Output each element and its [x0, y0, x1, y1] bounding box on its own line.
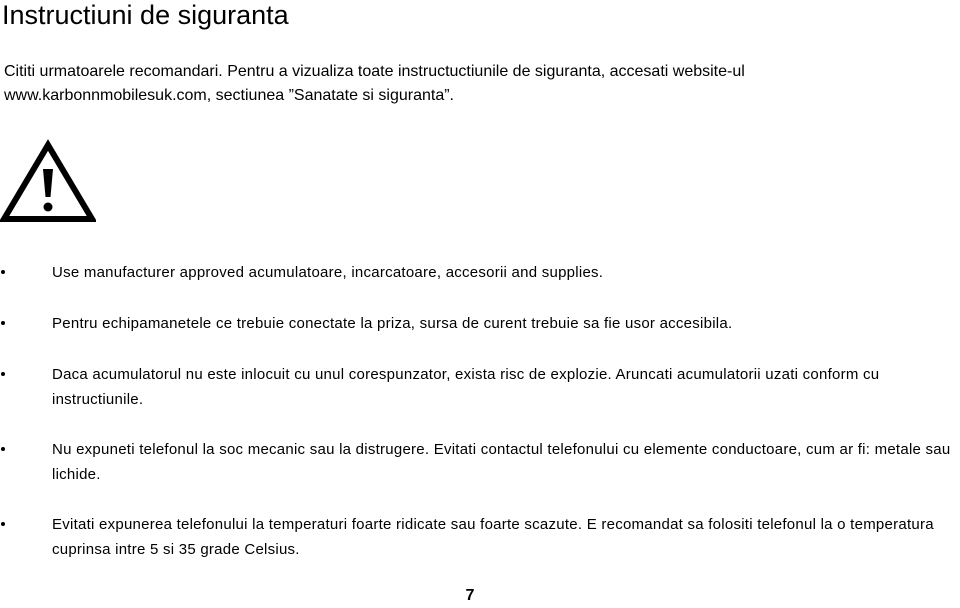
bullet-dot — [1, 522, 5, 526]
intro-line-2: www.karbonnmobilesuk.com, sectiunea ”Sanatate si siguranta”. — [4, 87, 454, 104]
intro-line-1: Cititi urmatoarele recomandari. Pentru a vizualiza toate instructuctiunile de siguranta, accesati website-ul — [4, 63, 745, 80]
list-item-text: Evitati expunerea telefonului la temperaturi foarte ridicate sau foarte scazute. E recomandat sa folositi telefonul la o temperatura cuprinsa intre 5 si 35 grade Celsius. — [52, 516, 934, 558]
list-item-text: Daca acumulatorul nu este inlocuit cu unul corespunzator, exista risc de explozie. Aruncati acumulatorii uzati conform cu instructiunile. — [52, 366, 880, 408]
bullet-dot — [1, 321, 5, 325]
page-number: 7 — [465, 587, 475, 604]
list-item-text: Pentru echipamanetele ce trebuie conectate la priza, sursa de curent trebuie sa fie usor accesibila. — [52, 315, 733, 332]
list-item-text: Nu expuneti telefonul la soc mecanic sau la distrugere. Evitati contactul telefonului cu elemente conductoare, cum ar fi: metale sau lichide. — [52, 441, 951, 483]
bullet-dot — [1, 447, 5, 451]
bullet-dot — [1, 372, 5, 376]
list-item-text: Use manufacturer approved acumulatoare, incarcatoare, accesorii and supplies. — [52, 264, 604, 281]
page-title: Instructiuni de siguranta — [2, 0, 289, 30]
bullet-dot — [1, 270, 5, 274]
